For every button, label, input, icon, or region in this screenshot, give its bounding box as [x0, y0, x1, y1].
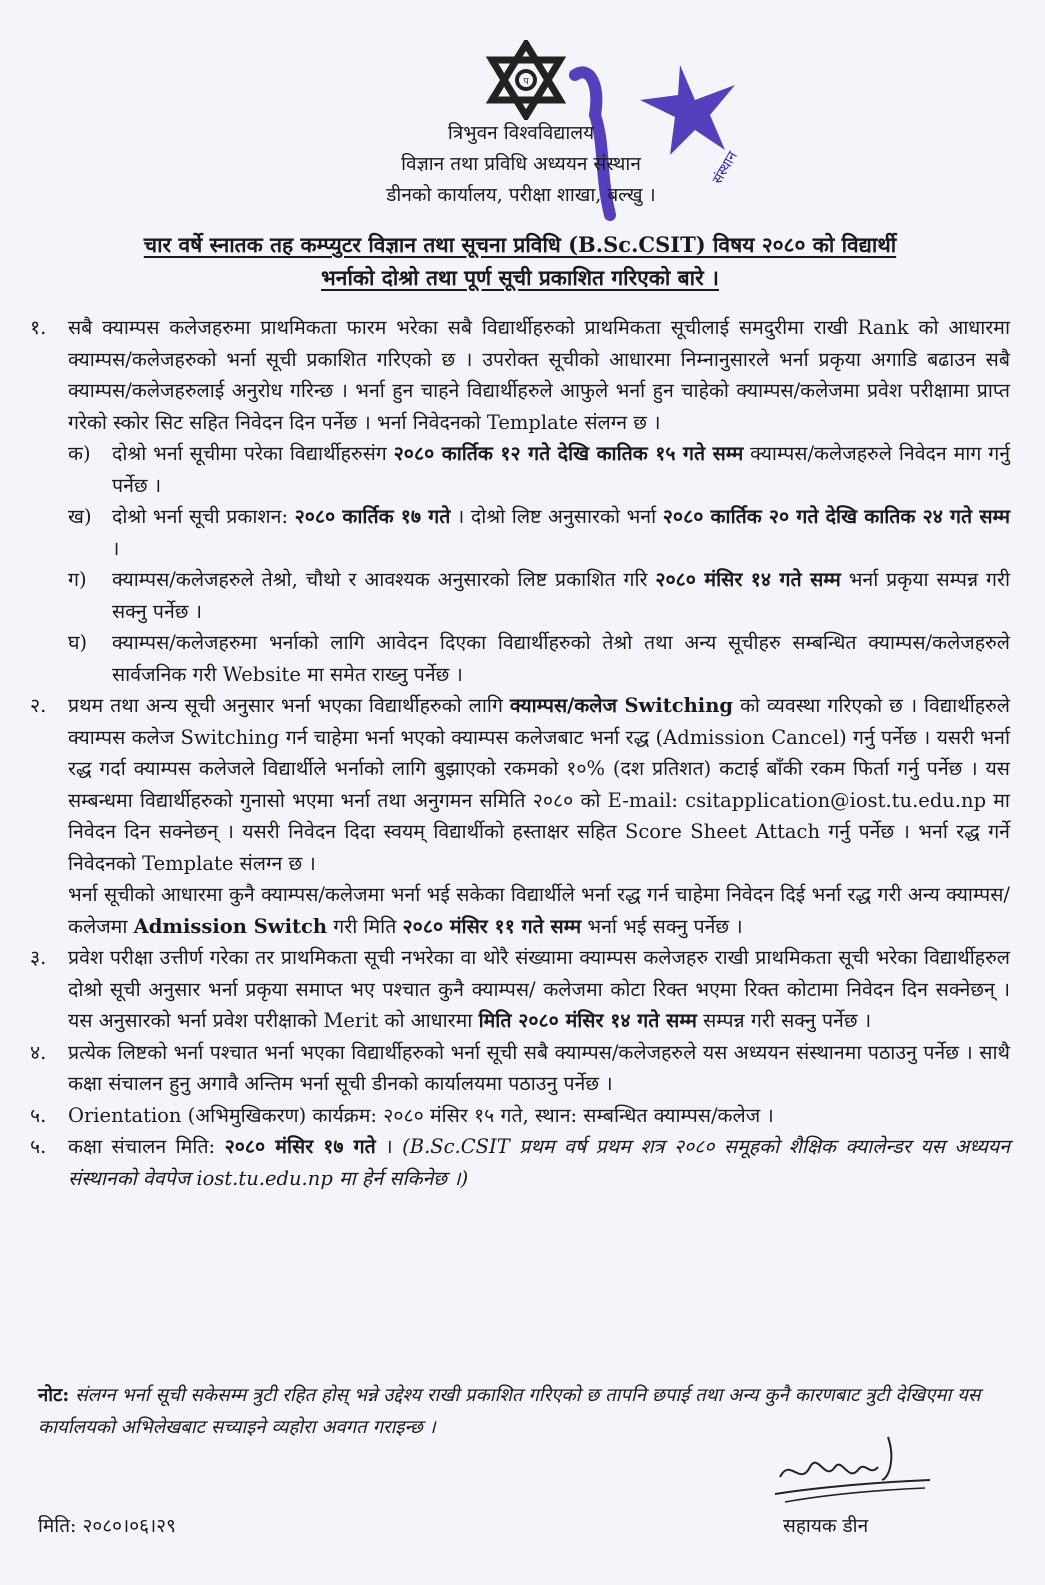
- signature-icon: [770, 1432, 940, 1512]
- issue-date: मिति: २०८०।०६।२९: [38, 1515, 176, 1537]
- point-2: २. प्रथम तथा अन्य सूची अनुसार भर्ना भएका विद्यार्थीहरुको लागि क्याम्पस/कलेज Switching को व्यवस्था गरिएको छ । विद्यार्थीहरुले क्याम्पस कलेज Switching गर्न चाहेमा भर्ना भएको क्याम्पस कलेजबाट भर्ना रद्ध (Admission Cancel) गर्नु पर्नेछ । यसरी भर्ना रद्ध गर्दा क्याम्पस कलेजले विद्यार्थीले भर्नाको लागि बुझाएको रकमको १०% (दश प्रतिशत) कटाई बाँकी रकम फिर्ता गर्नु पर्नेछ । यस सम्बन्धमा विद्यार्थीहरुको गुनासो भएमा भर्ना तथा अनुगमन समिति २०८० को E-mail: csitapplication@iost.tu.edu.np मा निवेदन दिन सक्नेछन् । यसरी निवेदन दिदा स्वयम् विद्यार्थीको हस्ताक्षर सहित Score Sheet Attach गर्नु पर्नेछ । भर्ना रद्ध गर्ने निवेदनको Template संलग्न छ । भर्ना सूचीको आधारमा कुनै क्याम्पस/कलेजमा भर्ना भई सकेका विद्यार्थीले भर्ना रद्ध गर्न चाहेमा निवेदन दिई भर्ना रद्ध गरी अन्य क्याम्पस/कलेजमा Admission Switch गरी मिति २०८० मंसिर ११ गते सम्म भर्ना भई सक्नु पर्नेछ ।: [30, 694, 1010, 938]
- signer-title: सहायक डीन: [783, 1515, 869, 1537]
- note-label: नोट:: [38, 1385, 70, 1406]
- title-line-1: चार वर्षे स्नातक तह कम्प्युटर विज्ञान तथा सूचना प्रविधि (B.Sc.CSIT) विषय २०८० को विद्यार्थी: [143, 232, 897, 257]
- point-4: ४. प्रत्येक लिष्टको भर्ना पश्चात भर्ना भएका विद्यार्थीहरुको भर्ना सूची सबै क्याम्पस/कलेजहरुले यस अध्ययन संस्थानमा पठाउनु पर्नेछ । साथै कक्षा संचालन हुनु अगावै अन्तिम भर्ना सूची डीनको कार्यालयमा पठाउनु पर्नेछ ।: [30, 1040, 1010, 1095]
- institute-name: विज्ञान तथा प्रविधि अध्ययन संस्थान: [401, 153, 641, 175]
- notice-body: [30, 312, 1010, 1194]
- office-name: डीनको कार्यालय, परीक्षा शाखा, बल्खु ।: [386, 184, 656, 206]
- svg-text:प: प: [523, 77, 529, 87]
- note-text: संलग्न भर्ना सूची सकेसम्म त्रुटी रहित होस् भन्ने उद्देश्य राखी प्रकाशित गरिएको छ तापनि छपाई तथा अन्य कुनै कारणबाट त्रुटी देखिएमा यस कार्यालयको अभिलेखबाट सच्याइने व्यहोरा अवगत गराइन्छ ।: [38, 1385, 981, 1438]
- subpoint-ka: क) दोश्रो भर्ना सूचीमा परेका विद्यार्थीहरुसंग २०८० कार्तिक १२ गते देखि कातिक १५ गते सम्म क्याम्पस/कलेजहरुले निवेदन माग गर्नु पर्नेछ ।: [68, 442, 1011, 497]
- letterhead: [0, 118, 1045, 211]
- point-3: ३. प्रवेश परीक्षा उत्तीर्ण गरेका तर प्राथमिकता सूची नभरेका वा थोरै संख्यामा क्याम्पस कलेजहरु राखी प्राथमिकता सूची भरेका विद्यार्थीहरुल दोश्रो सूची अनुसार भर्ना प्रकृया समाप्त भए पश्चात कुनै क्याम्पस/ कलेजमा कोटा रिक्त भएमा रिक्त कोटामा निवेदन दिन सक्नेछन् । यस अनुसारको भर्ना प्रवेश परीक्षाको Merit को आधारमा मिति २०८० मंसिर १४ गते सम्म सम्पन्न गरी सक्नु पर्नेछ ।: [30, 946, 1010, 1032]
- university-name: त्रिभुवन विश्वविद्यालय: [447, 122, 595, 144]
- point-5-orientation: ५. Orientation (अभिमुखिकरण) कार्यक्रम: २०८० मंसिर १५ गते, स्थान: सम्बन्धित क्याम्पस/कलेज ।: [30, 1103, 774, 1127]
- point-1: [30, 312, 1010, 438]
- title-line-2: भर्नाको दोश्रो तथा पूर्ण सूची प्रकाशित गरिएको बारे ।: [321, 265, 719, 290]
- subpoint-ga: ग) क्याम्पस/कलेजहरुले तेश्रो, चौथो र आवश्यक अनुसारको लिष्ट प्रकाशित गरि २०८० मंसिर १४ गते सम्म भर्ना प्रकृया सम्पन्न गरी सक्नु पर्नेछ ।: [68, 568, 1010, 623]
- svg-text:संस्थान: संस्थान: [709, 148, 741, 187]
- point-number: १.: [30, 316, 47, 339]
- point-text: सबै क्याम्पस कलेजहरुमा प्राथमिकता फारम भरेका सबै विद्यार्थीहरुको प्राथमिकता सूचीलाई समदुरीमा राखी Rank को आधारमा क्याम्पस/कलेजहरुको भर्ना सूची प्रकाशित गरिएको छ । उपरोक्त सूचीको आधारमा निम्नानुसारले भर्ना प्रकृया अगाडि बढाउन सबै क्याम्पस/कलेजहरुलाई अनुरोध गरिन्छ । भर्ना हुन चाहने विद्यार्थीहरुले आफुले भर्ना हुन चाहेको क्याम्पस/कलेजमा प्रवेश परीक्षामा प्राप्त गरेको स्कोर सिट सहित निवेदन दिन पर्नेछ । भर्ना निवेदनको Template संलग्न छ ।: [68, 316, 1010, 434]
- subpoint-kha: ख) दोश्रो भर्ना सूची प्रकाशन: २०८० कार्तिक १७ गते । दोश्रो लिष्ट अनुसारको भर्ना २०८० कार्तिक २० गते देखि कातिक २४ गते सम्म ।: [68, 505, 1011, 560]
- point-5-class-start: ५. कक्षा संचालन मिति: २०८० मंसिर १७ गते । (B.Sc.CSIT प्रथम वर्ष प्रथम शत्र २०८० समूहको शैक्षिक क्यालेन्डर यस अध्ययन संस्थानको वेवपेज iost.tu.edu.np मा हेर्न सकिनेछ ।): [30, 1135, 1010, 1190]
- subpoint-gha: घ) क्याम्पस/कलेजहरुमा भर्नाको लागि आवेदन दिएका विद्यार्थीहरुको तेश्रो तथा अन्य सूचीहरु सम्बन्धित क्याम्पस/कलेजहरुले सार्वजनिक गरी Website मा समेत राख्नु पर्नेछ ।: [68, 631, 1010, 686]
- notice-title: [40, 228, 1000, 294]
- tu-emblem-icon: [486, 40, 566, 120]
